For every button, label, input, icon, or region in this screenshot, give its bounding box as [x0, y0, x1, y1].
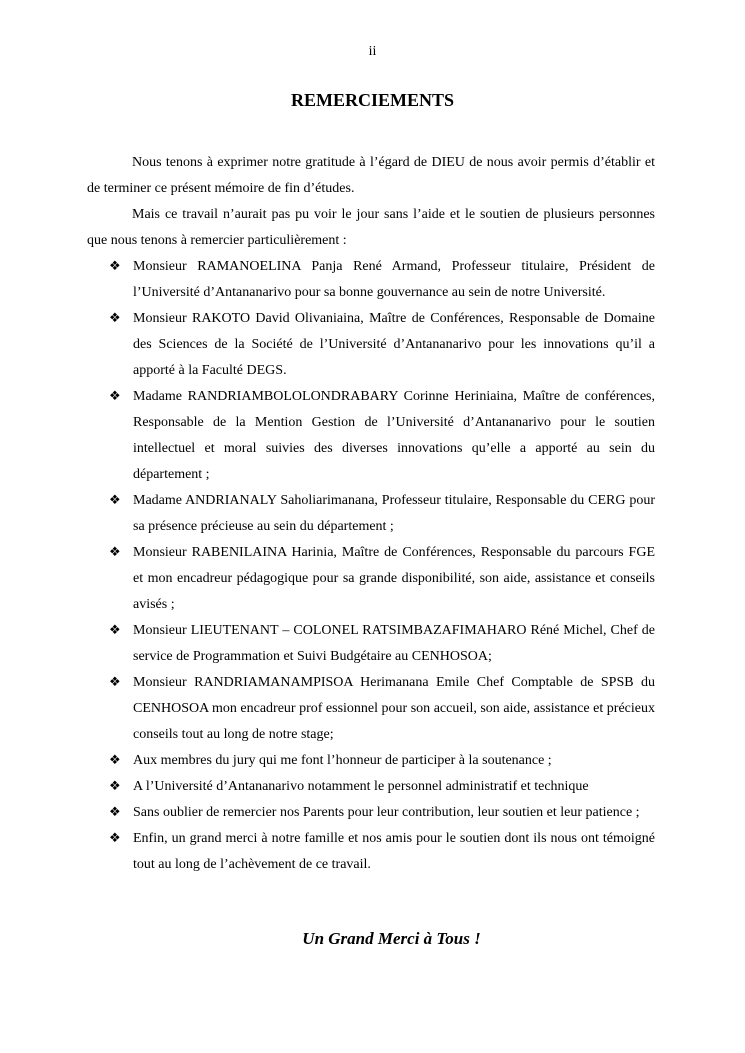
list-item	[87, 748, 655, 774]
list-item	[87, 826, 655, 878]
intro-paragraph: Nous tenons à exprimer notre gratitude à l’égard de DIEU de nous avoir permis d’établir et de terminer ce présent mémoire de fin d’études.	[87, 155, 655, 196]
list-item-text: Enfin, un grand merci à notre famille et nos amis pour le soutien dont ils nous ont témoigné tout au long de l’achèvement de ce travail.	[133, 831, 655, 872]
list-item	[87, 488, 655, 540]
list-item	[87, 540, 655, 618]
list-item	[87, 254, 655, 306]
diamond-bullet-icon: ❖	[109, 779, 121, 794]
diamond-bullet-icon: ❖	[109, 675, 121, 690]
diamond-bullet-icon: ❖	[109, 831, 121, 846]
diamond-bullet-icon: ❖	[109, 623, 121, 638]
diamond-bullet-icon: ❖	[109, 311, 121, 326]
closing-line: Un Grand Merci à Tous !	[302, 929, 481, 948]
list-item-text: Madame RANDRIAMBOLOLONDRABARY Corinne Heriniaina, Maître de conférences, Responsable de la Mention Gestion de l’Université d’Antananarivo pour le soutien intellectuel et moral suivies des diverses innovations qu’elle a apporté au sein du département ;	[133, 389, 655, 482]
diamond-bullet-icon: ❖	[109, 753, 121, 768]
list-item-text: Sans oublier de remercier nos Parents pour leur contribution, leur soutien et leur patience ;	[133, 805, 640, 820]
list-item-text: Madame ANDRIANALY Saholiarimanana, Professeur titulaire, Responsable du CERG pour sa présence précieuse au sein du département ;	[133, 493, 655, 534]
list-item-text: Aux membres du jury qui me font l’honneur de participer à la soutenance ;	[133, 753, 552, 768]
list-item-text: Monsieur RANDRIAMANAMPISOA Herimanana Emile Chef Comptable de SPSB du CENHOSOA mon encadreur prof essionnel pour son accueil, son aide, assistance et précieux conseils tout au long de notre stage;	[133, 675, 655, 742]
diamond-bullet-icon: ❖	[109, 259, 121, 274]
list-item	[87, 384, 655, 488]
diamond-bullet-icon: ❖	[109, 545, 121, 560]
list-item-text: A l’Université d’Antananarivo notamment le personnel administratif et technique	[133, 779, 589, 794]
diamond-bullet-icon: ❖	[109, 493, 121, 508]
list-item-text: Monsieur RABENILAINA Harinia, Maître de Conférences, Responsable du parcours FGE et mon encadreur pédagogique pour sa grande disponibilité, son aide, assistance et conseils avisés ;	[133, 545, 655, 612]
list-item	[87, 800, 655, 826]
page-title: REMERCIEMENTS	[290, 90, 455, 110]
list-item-text: Monsieur LIEUTENANT – COLONEL RATSIMBAZAFIMAHARO Réné Michel, Chef de service de Programmation et Suivi Budgétaire au CENHOSOA;	[133, 623, 655, 664]
list-item	[87, 618, 655, 670]
diamond-bullet-icon: ❖	[109, 805, 121, 820]
list-item	[87, 670, 655, 748]
list-item	[87, 774, 655, 800]
acknowledgements-body	[87, 150, 655, 878]
page-number: ii	[368, 44, 377, 59]
acknowledgement-list	[87, 254, 655, 878]
diamond-bullet-icon: ❖	[109, 389, 121, 404]
list-item-text: Monsieur RAMANOELINA Panja René Armand, Professeur titulaire, Président de l’Université d’Antananarivo pour sa bonne gouvernance au sein de notre Université.	[133, 259, 655, 300]
intro-paragraph: Mais ce travail n’aurait pas pu voir le jour sans l’aide et le soutien de plusieurs personnes que nous tenons à remercier particulièrement :	[87, 207, 655, 248]
list-item-text: Monsieur RAKOTO David Olivaniaina, Maître de Conférences, Responsable de Domaine des Sciences de la Société de l’Université d’Antananarivo pour les innovations qu’il a apporté à la Faculté DEGS.	[133, 311, 655, 378]
list-item	[87, 306, 655, 384]
